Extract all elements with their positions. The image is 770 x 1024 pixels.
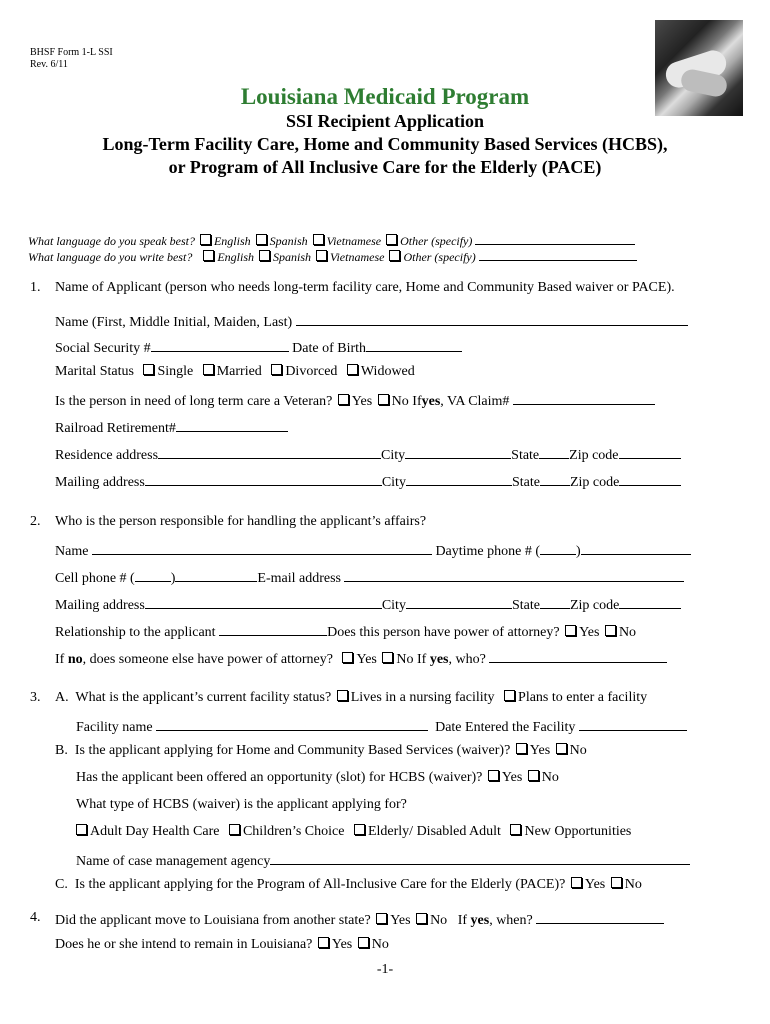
veteran-row <box>55 391 655 410</box>
ssn-field[interactable] <box>151 338 289 352</box>
pace-yes-checkbox[interactable] <box>571 877 582 888</box>
mailing-address-row <box>55 472 681 491</box>
when-label: , when? <box>489 913 533 928</box>
facility-name-label: Facility name <box>76 720 153 735</box>
speak-vietnamese-label: Vietnamese <box>326 234 382 248</box>
email-label: E-mail address <box>257 571 341 586</box>
ssn-label: Social Security # <box>55 341 151 356</box>
poa-yes-label: Yes <box>579 625 600 640</box>
responsible-city-label: City <box>381 598 406 613</box>
hcbs-type-row <box>74 824 631 840</box>
marital-status-row <box>55 364 415 380</box>
cell-phone-label: Cell phone # ( <box>55 571 135 586</box>
speak-other-field[interactable] <box>475 231 635 245</box>
speak-question: What language do you speak best? <box>28 234 195 248</box>
widowed-label: Widowed <box>360 364 415 379</box>
write-vietnamese-checkbox[interactable] <box>316 250 327 261</box>
who-if-text: If <box>416 652 427 667</box>
facility-status-question: What is the applicant’s current facility status? <box>75 690 332 705</box>
pace-no-checkbox[interactable] <box>611 877 622 888</box>
speak-spanish-checkbox[interactable] <box>256 234 267 245</box>
pace-no-label: No <box>624 877 642 892</box>
lives-nursing-checkbox[interactable] <box>337 690 348 701</box>
responsible-mailing-field[interactable] <box>145 595 382 609</box>
move-no-label: No <box>430 913 448 928</box>
move-no-checkbox[interactable] <box>416 913 427 924</box>
mailing-city-label: City <box>381 475 406 490</box>
married-checkbox[interactable] <box>203 364 214 375</box>
daytime-phone-label: Daytime phone # ( <box>435 544 541 559</box>
who-field[interactable] <box>489 649 667 663</box>
section-2-number: 2. <box>30 514 41 529</box>
remain-row <box>55 937 389 953</box>
write-vietnamese-label: Vietnamese <box>330 250 385 264</box>
relationship-label: Relationship to the applicant <box>55 625 216 640</box>
move-question: Did the applicant move to Louisiana from another state? <box>55 913 371 928</box>
married-label: Married <box>216 364 262 379</box>
lives-nursing-label: Lives in a nursing facility <box>350 690 495 705</box>
speak-english-checkbox[interactable] <box>200 234 211 245</box>
section-2-heading: Who is the person responsible for handling the applicant’s affairs? <box>55 514 427 529</box>
speak-vietnamese-checkbox[interactable] <box>313 234 324 245</box>
part-b-label: B. <box>55 743 68 758</box>
form-revision: Rev. 6/11 <box>30 59 68 70</box>
part-a-label: A. <box>55 690 69 705</box>
slot-yes-label: Yes <box>501 770 523 785</box>
mailing-state-label: State <box>511 475 540 490</box>
other-poa-row <box>55 649 667 668</box>
other-poa-no-label: No <box>396 652 414 667</box>
cell-phone-field[interactable] <box>175 568 257 582</box>
section-1-heading: Name of Applicant (person who needs long-term facility care, Home and Community Based waiver or PACE). <box>55 280 675 295</box>
poa-yes-checkbox[interactable] <box>565 625 576 636</box>
email-field[interactable] <box>344 568 684 582</box>
facility-status-row <box>55 690 647 706</box>
speak-other-label: Other (specify) <box>400 234 473 248</box>
marital-status-label: Marital Status <box>55 364 134 379</box>
daytime-area-code-field[interactable] <box>540 541 576 555</box>
adhc-checkbox[interactable] <box>76 824 87 835</box>
remain-yes-checkbox[interactable] <box>318 937 329 948</box>
hcbs-no-checkbox[interactable] <box>556 743 567 754</box>
responsible-name-field[interactable] <box>92 541 432 555</box>
residence-address-row <box>55 445 681 464</box>
responsible-mailing-label: Mailing address <box>55 598 145 613</box>
poa-no-checkbox[interactable] <box>605 625 616 636</box>
responsible-state-field[interactable] <box>540 595 570 609</box>
mailing-label: Mailing address <box>55 475 145 490</box>
responsible-name-label: Name <box>55 544 89 559</box>
remain-no-checkbox[interactable] <box>358 937 369 948</box>
mailing-zip-field[interactable] <box>619 472 681 486</box>
date-entered-field[interactable] <box>579 717 687 731</box>
railroad-label: Railroad Retirement# <box>55 421 176 436</box>
residence-city-field[interactable] <box>405 445 511 459</box>
slot-no-label: No <box>541 770 559 785</box>
veteran-yes-label: Yes <box>351 394 373 409</box>
case-management-row <box>76 851 690 870</box>
pace-question: Is the applicant applying for the Program of All-Inclusive Care for the Elderly (PACE)? <box>74 877 566 892</box>
daytime-phone-field[interactable] <box>581 541 691 555</box>
plans-facility-checkbox[interactable] <box>504 690 515 701</box>
veteran-question: Is the person in need of long term care a Veteran? <box>55 394 333 409</box>
slot-row <box>76 770 559 786</box>
who-yes-bold: yes <box>429 652 449 667</box>
dob-label: Date of Birth <box>292 341 367 356</box>
va-claim-field[interactable] <box>513 391 655 405</box>
veteran-no-label: No <box>391 394 409 409</box>
slot-no-checkbox[interactable] <box>528 770 539 781</box>
mailing-state-field[interactable] <box>540 472 570 486</box>
hcbs-type-question: What type of HCBS (waiver) is the applicant applying for? <box>76 797 407 812</box>
veteran-if-text: If <box>412 394 422 409</box>
residence-state-label: State <box>511 448 540 463</box>
veteran-no-checkbox[interactable] <box>378 394 389 405</box>
elderly-disabled-label: Elderly/ Disabled Adult <box>367 824 501 839</box>
widowed-checkbox[interactable] <box>347 364 358 375</box>
relationship-field[interactable] <box>219 622 327 636</box>
other-poa-if-text: If <box>55 652 65 667</box>
mailing-city-field[interactable] <box>406 472 512 486</box>
applicant-name-row <box>55 312 688 331</box>
responsible-mailing-row <box>55 595 681 614</box>
section-4-number: 4. <box>30 910 41 925</box>
write-language-row <box>28 247 637 265</box>
responsible-state-label: State <box>511 598 540 613</box>
other-poa-no-bold: no <box>67 652 83 667</box>
childrens-choice-checkbox[interactable] <box>229 824 240 835</box>
speak-other-checkbox[interactable] <box>386 234 397 245</box>
residence-state-field[interactable] <box>539 445 569 459</box>
remain-no-label: No <box>371 937 389 952</box>
residence-city-label: City <box>381 448 406 463</box>
facility-name-row <box>76 717 687 736</box>
pace-row <box>55 877 642 893</box>
case-management-label: Name of case management agency <box>76 854 271 869</box>
move-if-text: If <box>457 913 468 928</box>
speak-english-label: English <box>213 234 251 248</box>
single-label: Single <box>157 364 194 379</box>
write-other-field[interactable] <box>479 247 637 261</box>
ssn-dob-row <box>55 338 462 357</box>
date-entered-label: Date Entered the Facility <box>435 720 576 735</box>
move-yes-bold: yes <box>470 913 490 928</box>
hcbs-row <box>55 743 587 759</box>
hcbs-question: Is the applicant applying for Home and Community Based Services (waiver)? <box>74 743 511 758</box>
applicant-name-field[interactable] <box>296 312 688 326</box>
residence-zip-label: Zip code <box>569 448 619 463</box>
write-other-label: Other (specify) <box>403 250 476 264</box>
move-yes-label: Yes <box>390 913 411 928</box>
responsible-zip-label: Zip code <box>569 598 620 613</box>
pace-yes-label: Yes <box>584 877 606 892</box>
responsible-name-row: Name Daytime phone # ( ) <box>55 541 691 560</box>
mailing-zip-label: Zip code <box>569 475 620 490</box>
speak-spanish-label: Spanish <box>269 234 308 248</box>
responsible-city-field[interactable] <box>406 595 512 609</box>
railroad-field[interactable] <box>176 418 288 432</box>
who-label: , who? <box>448 652 486 667</box>
slot-question: Has the applicant been offered an opportunity (slot) for HCBS (waiver)? <box>76 770 483 785</box>
hcbs-yes-label: Yes <box>529 743 551 758</box>
single-checkbox[interactable] <box>143 364 154 375</box>
va-claim-label: , VA Claim# <box>440 394 510 409</box>
veteran-yes-bold: yes <box>421 394 441 409</box>
responsible-zip-field[interactable] <box>619 595 681 609</box>
divorced-label: Divorced <box>285 364 338 379</box>
other-poa-question: , does someone else have power of attorney? <box>82 652 333 667</box>
page-title: Louisiana Medicaid Program <box>240 84 530 109</box>
hcbs-yes-checkbox[interactable] <box>516 743 527 754</box>
move-row <box>55 910 664 929</box>
write-spanish-checkbox[interactable] <box>259 250 270 261</box>
section-1-number: 1. <box>30 280 41 295</box>
part-c-label: C. <box>55 877 68 892</box>
other-poa-no-checkbox[interactable] <box>382 652 393 663</box>
remain-question: Does he or she intend to remain in Louisiana? <box>55 937 313 952</box>
adhc-label: Adult Day Health Care <box>90 824 220 839</box>
subtitle-line-2: or Program of All Inclusive Care for the Elderly (PACE) <box>168 157 602 177</box>
subtitle-line-1: Long-Term Facility Care, Home and Community Based Services (HCBS), <box>102 134 668 154</box>
other-poa-yes-checkbox[interactable] <box>342 652 353 663</box>
write-spanish-label: Spanish <box>273 250 312 264</box>
subtitle: SSI Recipient Application <box>285 111 485 131</box>
write-other-checkbox[interactable] <box>389 250 400 261</box>
write-english-checkbox[interactable] <box>203 250 214 261</box>
childrens-choice-label: Children’s Choice <box>242 824 345 839</box>
move-yes-checkbox[interactable] <box>376 913 387 924</box>
residence-field[interactable] <box>158 445 381 459</box>
remain-yes-label: Yes <box>331 937 353 952</box>
facility-name-field[interactable] <box>156 717 428 731</box>
new-opportunities-checkbox[interactable] <box>510 824 521 835</box>
cell-email-row: Cell phone # ( ) E-mail address <box>55 568 684 587</box>
relationship-row <box>55 622 636 641</box>
residence-zip-field[interactable] <box>619 445 681 459</box>
divorced-checkbox[interactable] <box>271 364 282 375</box>
other-poa-yes-label: Yes <box>356 652 377 667</box>
form-code: BHSF Form 1-L SSI <box>30 47 113 58</box>
railroad-row <box>55 418 288 437</box>
hcbs-no-label: No <box>569 743 587 758</box>
poa-no-label: No <box>618 625 637 640</box>
poa-question: Does this person have power of attorney? <box>327 625 560 640</box>
write-english-label: English <box>217 250 254 264</box>
mailing-field[interactable] <box>145 472 382 486</box>
write-question: What language do you write best? <box>28 250 193 264</box>
slot-yes-checkbox[interactable] <box>488 770 499 781</box>
cell-area-code-field[interactable] <box>135 568 171 582</box>
dob-field[interactable] <box>366 338 462 352</box>
residence-label: Residence address <box>55 448 159 463</box>
when-field[interactable] <box>536 910 664 924</box>
case-management-field[interactable] <box>270 851 690 865</box>
page-number: -1- <box>376 962 394 977</box>
elderly-disabled-checkbox[interactable] <box>354 824 365 835</box>
section-3-number: 3. <box>30 690 41 705</box>
applicant-name-label: Name (First, Middle Initial, Maiden, Last) <box>55 315 293 330</box>
veteran-yes-checkbox[interactable] <box>338 394 349 405</box>
plans-facility-label: Plans to enter a facility <box>518 690 648 705</box>
new-opportunities-label: New Opportunities <box>524 824 632 839</box>
